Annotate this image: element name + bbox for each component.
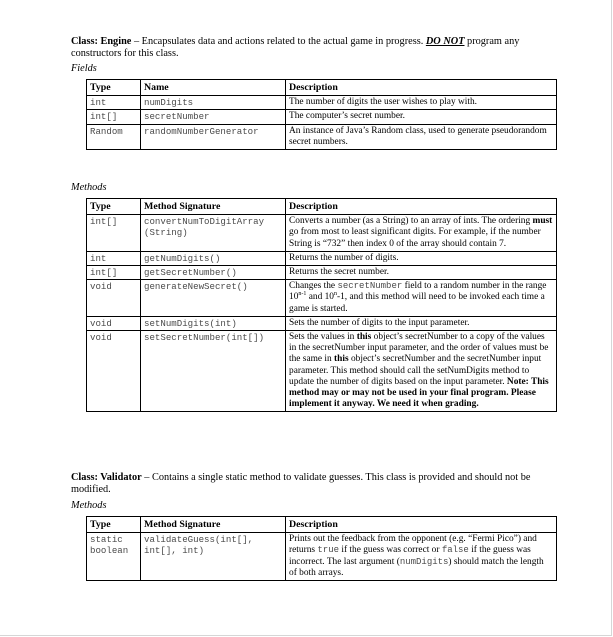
engine-class-description: Class: Engine – Encapsulates data and actions related to the actual game in progress. DO NOT program any constructors for this class. — [71, 36, 520, 59]
field-type: int[] — [87, 110, 141, 124]
method-signature: generateNewSecret() — [141, 280, 286, 317]
table-row — [87, 331, 557, 412]
field-name: secretNumber — [141, 110, 286, 124]
method-signature: validateGuess(int[], int[], int) — [141, 533, 286, 581]
method-type: void — [87, 331, 141, 412]
validator-class-label: Class: Validator — [71, 472, 142, 483]
field-description: The computer’s secret number. — [286, 110, 557, 124]
method-type: void — [87, 280, 141, 317]
method-signature: getNumDigits() — [141, 251, 286, 265]
engine-class-label: Class: Engine — [71, 36, 132, 47]
method-type: static boolean — [87, 533, 141, 581]
method-description: Prints out the feedback from the opponent (e.g. “Fermi Pico”) and returns true if the guess was correct or false if the guess was incorrect. The last argument (numDigits) should match the length of both arrays. — [286, 533, 557, 581]
method-description: Returns the secret number. — [286, 266, 557, 280]
methods-heading: Methods — [71, 182, 107, 193]
engine-methods-table — [86, 198, 557, 412]
method-type: int[] — [87, 215, 141, 252]
method-signature: setSecretNumber(int[]) — [141, 331, 286, 412]
table-row — [87, 124, 557, 149]
method-signature: convertNumToDigitArray (String) — [141, 215, 286, 252]
engine-intro-text: Encapsulates data and actions related to the actual game in progress. — [141, 36, 426, 47]
method-type: int — [87, 251, 141, 265]
table-row — [87, 280, 557, 317]
column-header: Description — [286, 199, 557, 215]
method-description: Changes the secretNumber field to a random number in the range 10$^{n-1}$ and 10$^n$-1, and this method will need to be invoked each time a game is started. — [286, 280, 557, 317]
column-header: Type — [87, 199, 141, 215]
validator-intro-text: Contains a single static method to validate guesses. This class is provided and should not be modified. — [71, 472, 531, 495]
do-not-emphasis: DO NOT — [425, 36, 465, 47]
field-type: Random — [87, 124, 141, 149]
field-type: int — [87, 96, 141, 110]
table-row — [87, 533, 557, 581]
validator-methods-table — [86, 516, 557, 581]
table-row — [87, 266, 557, 280]
fields-table — [86, 79, 557, 150]
methods-table-header — [87, 199, 557, 215]
table-row — [87, 215, 557, 252]
method-signature: getSecretNumber() — [141, 266, 286, 280]
table-row — [87, 96, 557, 110]
method-description: Sets the values in this object’s secretNumber to a copy of the values in the secretNumber input parameter, and the order of values must be the same in this object’s secretNumber and the secretNumber input parameter. This method should call the setNumDigits method to update the number of digits based on the input parameter. Note: This method may or may not be used in your final program. Please implement it anyway. We need it when grading. — [286, 331, 557, 412]
field-description: An instance of Java’s Random class, used to generate pseudorandom secret numbers. — [286, 124, 557, 149]
fields-table-header — [87, 80, 557, 96]
fields-heading: Fields — [71, 63, 97, 74]
validator-class-description: Class: Validator – Contains a single static method to validate guesses. This class is provided and should not be modified. — [71, 472, 531, 495]
field-description: The number of digits the user wishes to play with. — [286, 96, 557, 110]
column-header: Type — [87, 517, 141, 533]
method-type: void — [87, 316, 141, 330]
table-row — [87, 251, 557, 265]
method-type: int[] — [87, 266, 141, 280]
column-header: Description — [286, 517, 557, 533]
method-description: Sets the number of digits to the input parameter. — [286, 316, 557, 330]
method-description: Returns the number of digits. — [286, 251, 557, 265]
column-header: Method Signature — [141, 517, 286, 533]
field-name: randomNumberGenerator — [141, 124, 286, 149]
column-header: Name — [141, 80, 286, 96]
table-row — [87, 110, 557, 124]
method-description: Converts a number (as a String) to an array of ints. The ordering must go from most to least significant digits. For example, if the number String is “732” then index 0 of the array should contain 7. — [286, 215, 557, 252]
method-signature: setNumDigits(int) — [141, 316, 286, 330]
validator-methods-heading: Methods — [71, 500, 107, 511]
field-name: numDigits — [141, 96, 286, 110]
column-header: Description — [286, 80, 557, 96]
column-header: Type — [87, 80, 141, 96]
grading-note: Note: This method may or may not be used in your final program. Please implement it anyway. We need it when grading. — [289, 376, 549, 410]
validator-table-header — [87, 517, 557, 533]
table-row — [87, 316, 557, 330]
column-header: Method Signature — [141, 199, 286, 215]
